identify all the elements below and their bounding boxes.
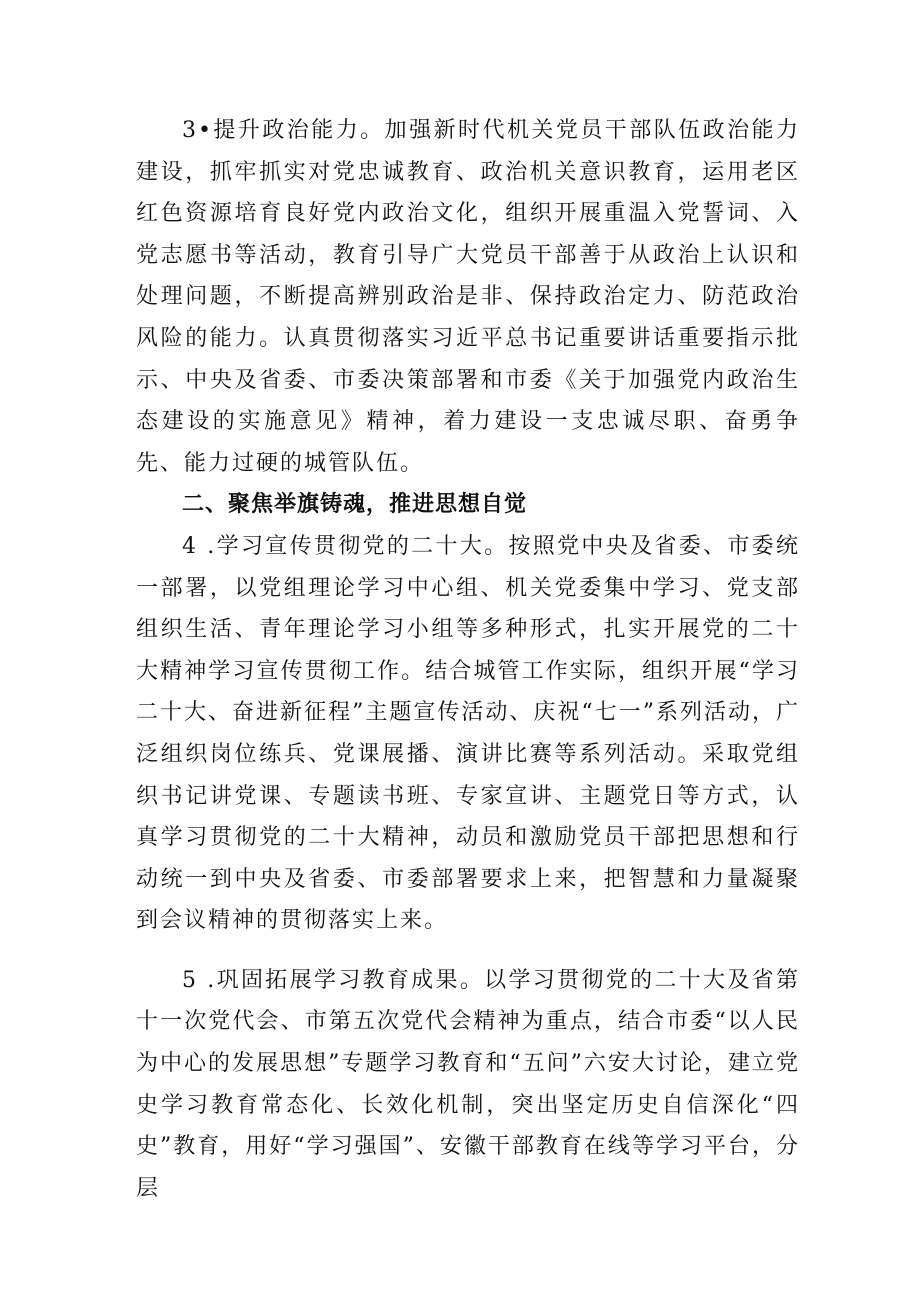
paragraph-3-political-capacity: 3•提升政治能力。加强新时代机关党员干部队伍政治能力建设，抓牢抓实对党忠诚教育、政治机关意识教育，运用老区红色资源培育良好党内政治文化，组织开展重温入党誓词、入党志愿书等活动，教育引导广大党员干部善于从政治上认识和处理问题，不断提高辨别政治是非、保持政治定力、防范政治风险的能力。认真贯彻落实习近平总书记重要讲话重要指示批示、中央及省委、市委决策部署和市委《关于加强党内政治生态建设的实施意见》精神，着力建设一支忠诚尽职、奋勇争先、能力过硬的城管队伍。	[136, 118, 800, 476]
section-heading-2: 二、聚焦举旗铸魂，推进思想自觉	[182, 492, 528, 518]
paragraph-5-consolidate-learning: 5 .巩固拓展学习教育成果。以学习贯彻党的二十大及省第十一次党代会、市第五次党代会精神为重点，结合市委“以人民为中心的发展思想”专题学习教育和“五问”六安大讨论，建立党史学习教育常态化、长效化机制，突出坚定历史自信深化“四史”教育，用好“学习强国”、安徽干部教育在线等学习平台，分层	[136, 967, 800, 1201]
document-body	[136, 110, 800, 1209]
paragraph-4-study-20th-congress: 4 .学习宣传贯彻党的二十大。按照党中央及省委、市委统一部署，以党组理论学习中心组、机关党委集中学习、党支部组织生活、青年理论学习小组等多种形式，扎实开展党的二十大精神学习宣传贯彻工作。结合城管工作实际，组织开展“学习二十大、奋进新征程”主题宣传活动、庆祝“七一”系列活动，广泛组织岗位练兵、党课展播、演讲比赛等系列活动。采取党组织书记讲党课、专题读书班、专家宣讲、主题党日等方式，认真学习贯彻党的二十大精神，动员和激励党员干部把思想和行动统一到中央及省委、市委部署要求上来，把智慧和力量凝聚到会议精神的贯彻落实上来。	[136, 533, 800, 934]
